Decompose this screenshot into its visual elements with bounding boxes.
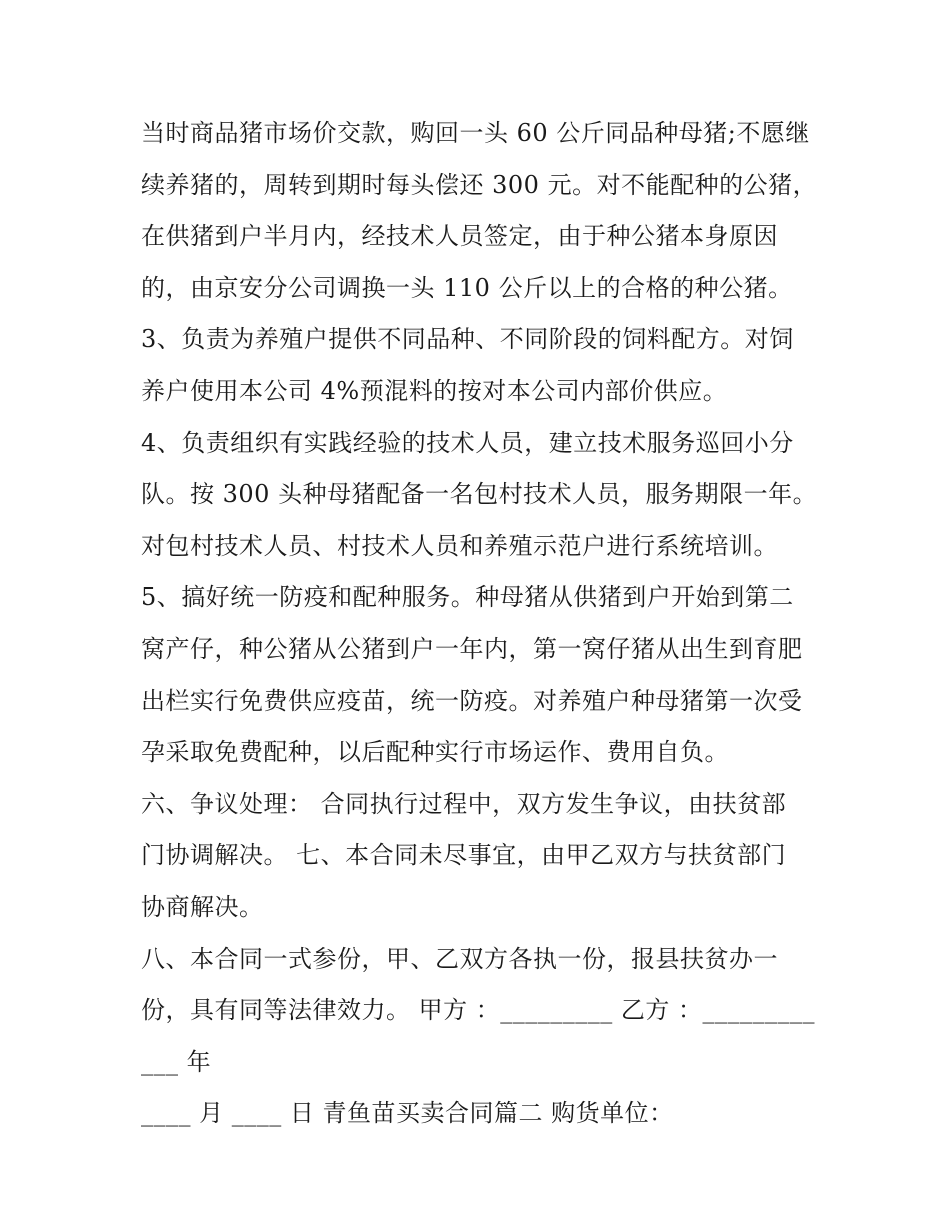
text-line: 协商解决。	[141, 892, 264, 921]
text-line: 5、搞好统一防疫和配种服务。种母猪从供猪到户开始到第二	[141, 583, 794, 612]
text-line: 八、本合同一式参份，甲、乙双方各执一份，报县扶贫办一	[141, 944, 778, 973]
text-line: 在供猪到户半月内，经技术人员签定，由于种公猪本身原因	[141, 222, 778, 251]
text-line: 出栏实行免费供应疫苗，统一防疫。对养殖户种母猪第一次受	[141, 686, 803, 715]
text-line: 养户使用本公司 4%预混料的按对本公司内部价供应。	[141, 376, 728, 405]
text-line: 对包村技术人员、村技术人员和养殖示范户进行系统培训。	[141, 531, 778, 560]
text-line: 份，具有同等法律效力。 甲方 ：_________ 乙方 ：_________	[141, 996, 816, 1025]
text-line: 续养猪的，周转到期时每头偿还 300 元。对不能配种的公猪，	[141, 170, 818, 199]
text-line: 窝产仔，种公猪从公猪到户一年内，第一窝仔猪从出生到育肥	[141, 634, 803, 663]
document-body	[141, 108, 821, 1140]
text-line: 队。按 300 头种母猪配备一名包村技术人员，服务期限一年。	[141, 480, 818, 509]
text-line: 孕采取免费配种，以后配种实行市场运作、费用自负。	[141, 738, 729, 767]
text-line: 六、争议处理： 合同执行过程中，双方发生争议，由扶贫部	[141, 789, 787, 818]
text-line: 4、负责组织有实践经验的技术人员，建立技术服务巡回小分	[141, 428, 794, 457]
text-line: 门协调解决。 七、本合同未尽事宜，由甲乙双方与扶贫部门	[141, 841, 787, 870]
text-line: 3、负责为养殖户提供不同品种、不同阶段的饲料配方。对饲	[141, 325, 794, 354]
text-line: 当时商品猪市场价交款，购回一头 60 公斤同品种母猪;不愿继	[141, 119, 810, 147]
text-line: 的，由京安分公司调换一头 110 公斤以上的合格的种公猪。	[141, 273, 793, 302]
text-line: ___ 年	[141, 1047, 212, 1076]
text-line: ____ 月 ____ 日 青鱼苗买卖合同篇二 购货单位：	[141, 1099, 674, 1128]
